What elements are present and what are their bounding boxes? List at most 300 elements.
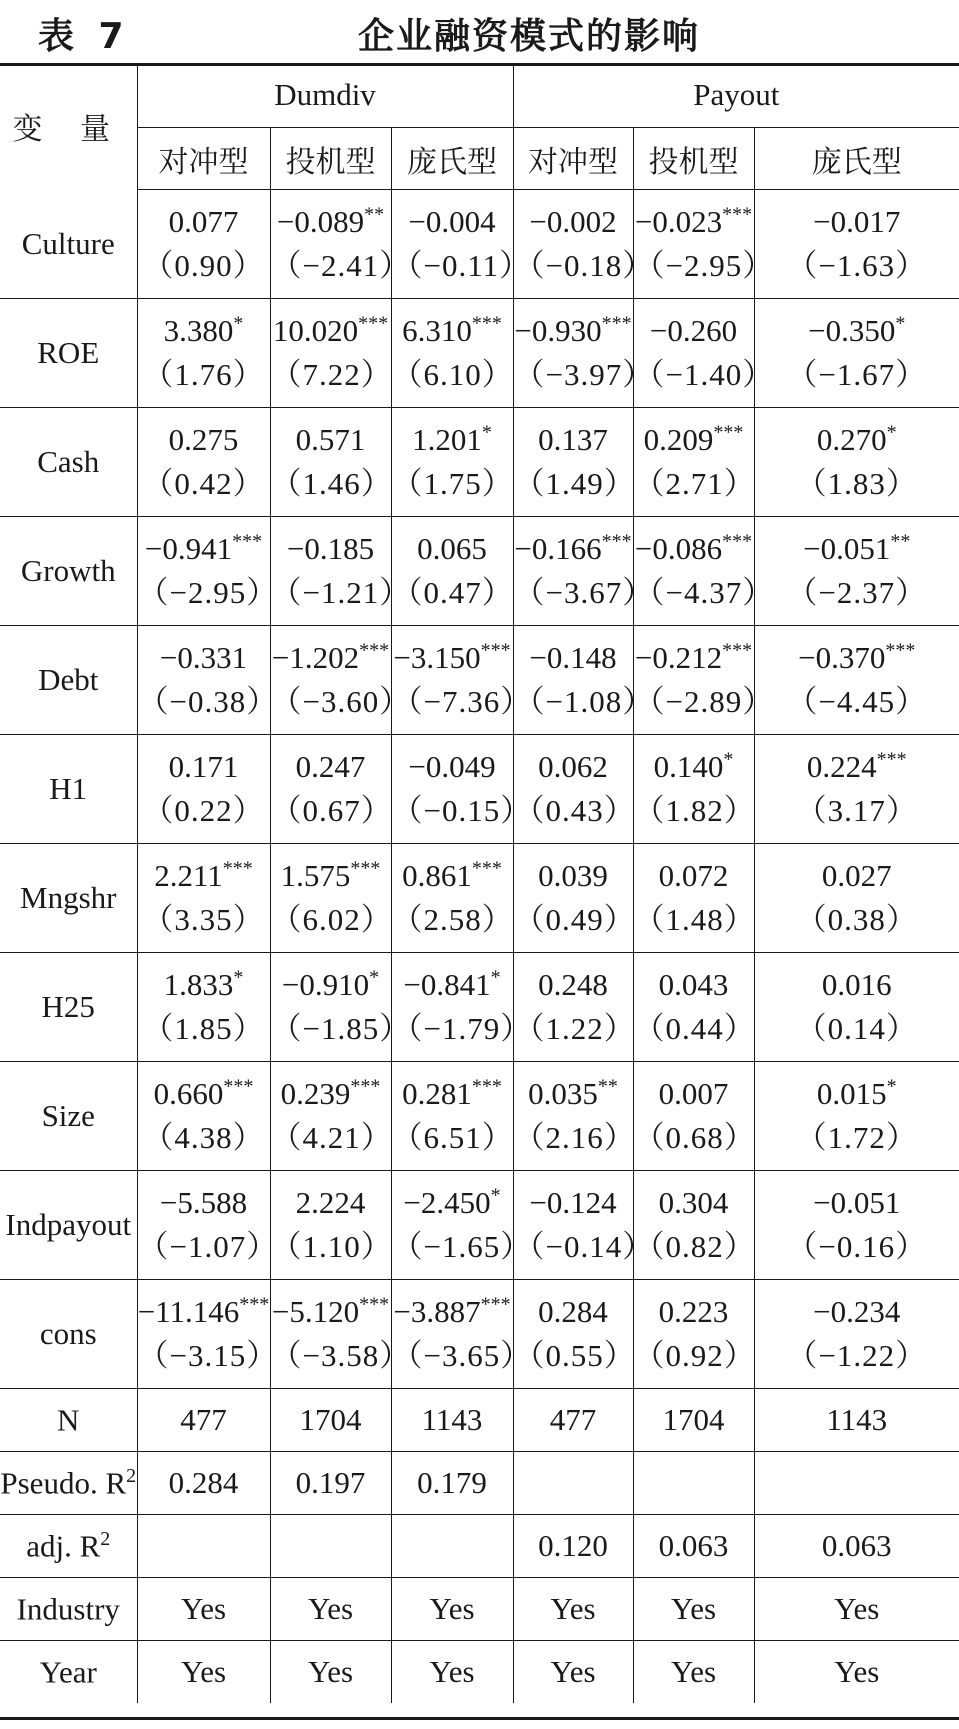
coefficient-value: −0.049 — [408, 749, 496, 784]
table-cell — [754, 735, 959, 844]
table-cell — [754, 1062, 959, 1171]
coefficient — [514, 854, 633, 898]
table-cell — [137, 1280, 279, 1389]
t-statistic: （1.85） — [142, 1011, 265, 1046]
coefficient-value: −0.051 — [803, 531, 891, 566]
row-variable-label: H25 — [0, 953, 137, 1062]
stat-value: 477 — [549, 1402, 597, 1437]
table-cell — [137, 735, 270, 844]
coefficient — [392, 1181, 513, 1225]
row-variable-label: Debt — [0, 626, 137, 735]
significance-stars: *** — [722, 530, 753, 553]
coefficient — [138, 636, 270, 680]
coefficient-value: −1.202 — [271, 640, 360, 675]
coefficient-value: 0.065 — [417, 531, 487, 566]
stat-cell — [633, 1515, 754, 1578]
table-cell — [754, 408, 959, 517]
variable-header: 变 量 — [0, 63, 137, 190]
table-row — [0, 844, 959, 953]
coefficient — [392, 636, 513, 680]
table-cell — [633, 408, 754, 517]
significance-stars: *** — [239, 1293, 270, 1316]
significance-stars: * — [886, 1075, 897, 1098]
significance-stars: *** — [222, 857, 253, 880]
coefficient-value: 0.270 — [816, 422, 887, 457]
table-cell — [633, 953, 754, 1062]
stat-value: 0.284 — [168, 1465, 239, 1500]
t-statistic: （−0.15） — [391, 793, 533, 828]
coefficient — [755, 1181, 959, 1225]
significance-stars: * — [481, 421, 492, 444]
stat-value: 0.063 — [658, 1528, 729, 1563]
table-cell — [270, 517, 412, 626]
t-statistic: （−1.85） — [270, 1011, 412, 1046]
coefficient-value: 0.072 — [658, 858, 729, 893]
row-variable-label: Growth — [0, 517, 137, 626]
stat-row — [0, 1578, 959, 1641]
coefficient-value: 1.575 — [280, 858, 351, 893]
significance-stars: *** — [713, 421, 744, 444]
coefficient-value: 6.310 — [402, 313, 472, 348]
table-cell — [513, 953, 636, 1062]
coefficient — [138, 418, 270, 462]
stat-cell — [270, 1641, 391, 1704]
t-statistic: （−1.08） — [513, 684, 655, 719]
table-cell — [270, 1062, 391, 1171]
coefficient — [271, 854, 391, 898]
table-cell — [513, 1171, 655, 1280]
table-cell — [633, 844, 754, 953]
t-statistic: （−0.16） — [786, 1229, 928, 1264]
coefficient-value: −0.086 — [634, 531, 723, 566]
table-cell — [270, 1171, 391, 1280]
coefficient — [271, 309, 391, 353]
significance-stars: *** — [359, 1293, 390, 1316]
coefficient — [514, 745, 633, 789]
stat-value: Yes — [429, 1591, 475, 1626]
table-cell — [270, 408, 391, 517]
coefficient — [138, 854, 270, 898]
t-statistic: （1.46） — [270, 466, 393, 501]
coefficient-value: −0.124 — [529, 1185, 617, 1220]
coefficient — [271, 1290, 391, 1334]
coefficient — [138, 963, 270, 1007]
coefficient-value: −5.588 — [159, 1185, 248, 1220]
t-statistic: （4.21） — [270, 1120, 393, 1155]
stat-cell — [633, 1578, 754, 1641]
coefficient — [514, 1181, 633, 1225]
coefficient-value: 0.239 — [280, 1076, 351, 1111]
table-row — [0, 1280, 959, 1389]
table-cell — [391, 735, 533, 844]
coefficient — [634, 745, 754, 789]
coefficient-value: 0.039 — [538, 858, 608, 893]
row-variable-label: cons — [0, 1280, 137, 1389]
table-cell — [513, 408, 636, 517]
table-cell — [391, 953, 533, 1062]
significance-stars: * — [233, 966, 244, 989]
t-statistic: （0.44） — [633, 1011, 756, 1046]
stat-cell — [513, 1641, 633, 1704]
stat-value: 477 — [180, 1402, 227, 1437]
coefficient — [514, 200, 633, 244]
stat-cell — [754, 1389, 959, 1452]
coefficient — [138, 1181, 270, 1225]
table-caption — [0, 0, 959, 60]
table-number: 表 7 — [38, 16, 130, 57]
stat-cell — [137, 1578, 270, 1641]
table-cell — [137, 517, 279, 626]
coefficient-value: −0.051 — [813, 1185, 901, 1220]
t-statistic: （0.22） — [142, 793, 265, 828]
table-cell — [391, 299, 513, 408]
t-statistic: （−7.36） — [391, 684, 533, 719]
significance-stars: ** — [597, 1075, 618, 1098]
coefficient-value: 0.571 — [295, 422, 366, 457]
coefficient — [271, 1181, 391, 1225]
coefficient-value: 0.027 — [821, 858, 892, 893]
t-statistic: （1.75） — [391, 466, 514, 501]
table-cell — [391, 626, 533, 735]
stat-value: Yes — [307, 1654, 354, 1689]
coefficient — [392, 200, 513, 244]
t-statistic: （−2.89） — [633, 684, 775, 719]
table-cell — [137, 408, 270, 517]
coefficient-value: 0.016 — [821, 967, 892, 1002]
stat-label-text: Pseudo. R — [0, 1465, 127, 1501]
row-variable-label: H1 — [0, 735, 137, 844]
table-cell — [137, 1062, 270, 1171]
stat-label — [0, 1641, 137, 1704]
table-cell — [513, 1280, 636, 1389]
stat-value: Yes — [834, 1591, 880, 1626]
significance-stars: *** — [601, 530, 632, 553]
coefficient — [514, 636, 633, 680]
stat-value: Yes — [550, 1591, 596, 1626]
coefficient-value: 10.020 — [272, 313, 359, 348]
coefficient-value: −0.166 — [514, 531, 602, 566]
coefficient-value: −3.887 — [393, 1294, 481, 1329]
stat-value: Yes — [670, 1654, 717, 1689]
coefficient-value: −0.910 — [281, 967, 370, 1002]
t-statistic: （6.51） — [391, 1120, 514, 1155]
coefficient — [514, 527, 633, 571]
stat-cell — [513, 1389, 633, 1452]
significance-stars: *** — [876, 748, 907, 771]
coefficient-value: −3.150 — [393, 640, 481, 675]
table-cell — [391, 408, 513, 517]
t-statistic: （0.49） — [513, 902, 636, 937]
significance-stars: *** — [601, 312, 632, 335]
coefficient — [138, 745, 270, 789]
table-row — [0, 517, 959, 626]
coefficient-value: 0.223 — [658, 1294, 729, 1329]
coefficient — [271, 418, 391, 462]
t-statistic: （1.49） — [513, 466, 636, 501]
table-cell — [754, 517, 959, 626]
t-statistic: （−3.58） — [270, 1338, 412, 1373]
t-statistic: （3.17） — [795, 793, 918, 828]
t-statistic: （0.90） — [142, 248, 265, 283]
t-statistic: （−1.07） — [137, 1229, 279, 1264]
stat-value: 1704 — [662, 1402, 725, 1437]
row-variable-label: Indpayout — [0, 1171, 137, 1280]
coefficient-value: −0.941 — [144, 531, 233, 566]
table-cell — [137, 844, 270, 953]
coefficient-value: 1.201 — [412, 422, 482, 457]
stat-cell — [391, 1641, 513, 1704]
coefficient — [634, 309, 754, 353]
group-header-dumdiv: Dumdiv — [137, 63, 513, 128]
table-cell — [391, 844, 513, 953]
table-cell — [391, 517, 513, 626]
coefficient-value: −0.089 — [276, 204, 365, 239]
significance-stars: *** — [722, 203, 753, 226]
t-statistic: （2.71） — [633, 466, 756, 501]
t-statistic: （−1.67） — [786, 357, 928, 392]
table-cell — [633, 626, 775, 735]
t-statistic: （7.22） — [270, 357, 393, 392]
table-cell — [513, 626, 655, 735]
t-statistic: （6.10） — [391, 357, 514, 392]
t-statistic: （2.16） — [513, 1120, 636, 1155]
subheader-hedge-dumdiv: 对冲型 — [137, 128, 270, 190]
stat-cell — [137, 1389, 270, 1452]
table-cell — [513, 299, 655, 408]
significance-stars: *** — [885, 639, 916, 662]
table-title: 企业融资模式的影响 — [358, 16, 701, 57]
table-row — [0, 735, 959, 844]
coefficient — [634, 200, 754, 244]
significance-stars: ** — [890, 530, 911, 553]
t-statistic: （1.72） — [795, 1120, 918, 1155]
stat-label-text: adj. R — [26, 1528, 101, 1564]
stat-cell — [391, 1452, 513, 1515]
t-statistic: （1.48） — [633, 902, 756, 937]
table-cell — [270, 953, 412, 1062]
stat-value: Yes — [180, 1654, 227, 1689]
coefficient — [392, 963, 513, 1007]
t-statistic: （−2.95） — [137, 575, 279, 610]
coefficient-value: 0.140 — [653, 749, 724, 784]
stat-value: 0.063 — [821, 1528, 892, 1563]
table-cell — [137, 190, 270, 299]
stat-cell — [513, 1452, 633, 1515]
stat-cell — [754, 1452, 959, 1515]
coefficient — [634, 1072, 754, 1116]
coefficient-value: −0.234 — [813, 1294, 901, 1329]
stat-label — [0, 1389, 137, 1452]
coefficient — [755, 1290, 959, 1334]
stat-value: Yes — [670, 1591, 717, 1626]
subheader-speculative-dumdiv: 投机型 — [270, 128, 391, 190]
stat-label-superscript: 2 — [126, 1464, 137, 1487]
coefficient — [138, 527, 270, 571]
significance-stars: *** — [350, 1075, 381, 1098]
stat-cell — [513, 1515, 633, 1578]
significance-stars: *** — [232, 530, 263, 553]
coefficient-value: −5.120 — [271, 1294, 360, 1329]
stat-value: 1704 — [299, 1402, 362, 1437]
table-row — [0, 190, 959, 299]
significance-stars: * — [886, 421, 897, 444]
coefficient — [271, 636, 391, 680]
coefficient-value: 0.284 — [538, 1294, 608, 1329]
coefficient — [138, 1072, 270, 1116]
coefficient-value: −0.002 — [529, 204, 617, 239]
stat-value: Yes — [550, 1654, 596, 1689]
coefficient — [755, 963, 959, 1007]
t-statistic: （4.38） — [142, 1120, 265, 1155]
stat-cell — [270, 1452, 391, 1515]
subheader-ponzi-payout: 庞氏型 — [754, 128, 959, 190]
stat-cell — [633, 1452, 754, 1515]
coefficient-value: 0.015 — [816, 1076, 887, 1111]
coefficient-value: −0.350 — [808, 313, 896, 348]
significance-stars: * — [490, 966, 501, 989]
t-statistic: （−1.40） — [633, 357, 775, 392]
row-variable-label: Size — [0, 1062, 137, 1171]
stat-row — [0, 1389, 959, 1452]
table-cell — [633, 190, 775, 299]
t-statistic: （1.83） — [795, 466, 918, 501]
coefficient-value: 0.171 — [168, 749, 239, 784]
t-statistic: （1.82） — [633, 793, 756, 828]
stat-row — [0, 1641, 959, 1704]
t-statistic: （0.67） — [270, 793, 393, 828]
table-cell — [270, 735, 391, 844]
significance-stars: * — [895, 312, 906, 335]
significance-stars: *** — [480, 639, 511, 662]
table-cell — [633, 1171, 754, 1280]
table-cell — [633, 735, 754, 844]
coefficient-value: 0.281 — [402, 1076, 472, 1111]
coefficient-value: 0.304 — [658, 1185, 729, 1220]
coefficient — [138, 200, 270, 244]
table-bottom-rule — [0, 1717, 959, 1720]
coefficient-value: 0.043 — [658, 967, 729, 1002]
coefficient — [392, 418, 513, 462]
stat-label — [0, 1515, 137, 1578]
stat-label — [0, 1452, 137, 1515]
coefficient — [271, 963, 391, 1007]
row-variable-label: Mngshr — [0, 844, 137, 953]
table-row — [0, 408, 959, 517]
coefficient-value: −2.450 — [403, 1185, 491, 1220]
stat-value: Yes — [429, 1654, 475, 1689]
t-statistic: （6.02） — [270, 902, 393, 937]
stat-cell — [754, 1641, 959, 1704]
stat-value: 0.197 — [295, 1465, 366, 1500]
coefficient — [392, 1072, 513, 1116]
stat-row — [0, 1515, 959, 1578]
stat-cell — [754, 1578, 959, 1641]
t-statistic: （−4.37） — [633, 575, 775, 610]
coefficient-value: −0.023 — [634, 204, 723, 239]
coefficient-value: 2.224 — [295, 1185, 366, 1220]
coefficient — [271, 1072, 391, 1116]
significance-stars: *** — [480, 1293, 511, 1316]
table-row — [0, 299, 959, 408]
stat-cell — [633, 1389, 754, 1452]
significance-stars: *** — [471, 857, 502, 880]
table-row — [0, 953, 959, 1062]
coefficient-value: 1.833 — [163, 967, 234, 1002]
coefficient — [634, 418, 754, 462]
stat-cell — [137, 1452, 270, 1515]
t-statistic: （−0.14） — [513, 1229, 655, 1264]
stat-label-text: Industry — [16, 1591, 120, 1627]
coefficient-value: −0.930 — [514, 313, 602, 348]
coefficient-value: −0.017 — [813, 204, 901, 239]
t-statistic: （−0.18） — [513, 248, 655, 283]
coefficient — [514, 1290, 633, 1334]
significance-stars: * — [490, 1184, 501, 1207]
stat-value: 1143 — [421, 1402, 483, 1437]
t-statistic: （−1.63） — [786, 248, 928, 283]
t-statistic: （0.82） — [633, 1229, 756, 1264]
stat-row — [0, 1452, 959, 1515]
stat-label-text: N — [57, 1402, 80, 1438]
significance-stars: * — [369, 966, 380, 989]
stat-label-superscript: 2 — [100, 1527, 111, 1550]
subheader-speculative-payout: 投机型 — [633, 128, 754, 190]
coefficient — [634, 963, 754, 1007]
t-statistic: （0.42） — [142, 466, 265, 501]
coefficient-value: 0.035 — [528, 1076, 598, 1111]
table-cell — [754, 844, 959, 953]
table-body — [0, 190, 959, 1704]
coefficient-value: 0.247 — [295, 749, 366, 784]
coefficient — [634, 1181, 754, 1225]
stat-cell — [270, 1389, 391, 1452]
stat-cell — [137, 1515, 270, 1578]
coefficient-value: 0.660 — [153, 1076, 224, 1111]
coefficient-value: −0.148 — [529, 640, 617, 675]
table-cell — [633, 1062, 754, 1171]
table-cell — [754, 299, 959, 408]
regression-table — [0, 63, 959, 1703]
coefficient — [755, 418, 959, 462]
stat-cell — [754, 1515, 959, 1578]
stat-value: Yes — [307, 1591, 354, 1626]
coefficient-value: 0.062 — [538, 749, 608, 784]
stat-cell — [270, 1578, 391, 1641]
t-statistic: （2.58） — [391, 902, 514, 937]
coefficient — [271, 200, 391, 244]
significance-stars: *** — [350, 857, 381, 880]
table-cell — [633, 1280, 754, 1389]
group-header-payout: Payout — [513, 63, 959, 128]
t-statistic: （0.92） — [633, 1338, 756, 1373]
table-cell — [513, 1062, 636, 1171]
table-cell — [270, 1280, 412, 1389]
row-variable-label: ROE — [0, 299, 137, 408]
coefficient-value: −0.185 — [286, 531, 375, 566]
stat-value: 1143 — [826, 1402, 888, 1437]
table-cell — [391, 1062, 513, 1171]
coefficient-value: −0.004 — [408, 204, 496, 239]
table-cell — [270, 844, 391, 953]
subheader-ponzi-dumdiv: 庞氏型 — [391, 128, 513, 190]
t-statistic: （−3.60） — [270, 684, 412, 719]
stat-cell — [391, 1578, 513, 1641]
t-statistic: （0.68） — [633, 1120, 756, 1155]
significance-stars: ** — [364, 203, 385, 226]
coefficient — [755, 527, 959, 571]
coefficient — [514, 418, 633, 462]
t-statistic: （1.22） — [513, 1011, 636, 1046]
